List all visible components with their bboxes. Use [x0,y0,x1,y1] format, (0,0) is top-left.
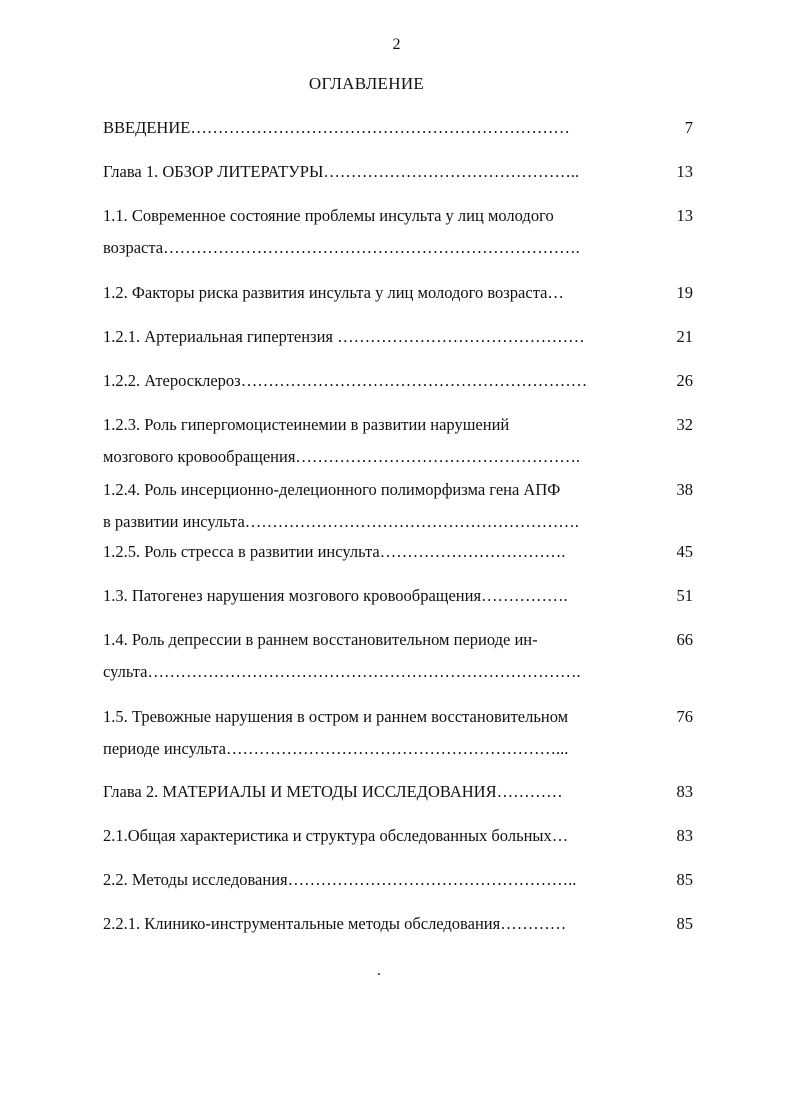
toc-entry [103,321,693,353]
toc-entry [103,908,693,940]
toc-entry-text: 2.2.1. Клинико-инструментальные методы обследования………… [103,914,567,933]
toc-page-number: 45 [676,542,693,561]
toc-page-number: 13 [676,162,693,181]
toc-entry [103,474,693,538]
toc-entry-text: 1.3. Патогенез нарушения мозгового кровообращения……………. [103,586,568,605]
toc-entry [103,365,693,397]
toc-page-number: 51 [676,586,693,605]
toc-entry-text: Глава 2. МАТЕРИАЛЫ И МЕТОДЫ ИССЛЕДОВАНИЯ………… [103,782,563,801]
toc-entry [103,701,693,765]
toc-entry [103,864,693,896]
toc-entry-text: 1.2.5. Роль стресса в развитии инсульта……………………………. [103,542,566,561]
toc-entry-text: в развитии инсульта……………………………………………………. [103,512,579,531]
toc-page-number: 21 [676,327,693,346]
toc-entry [103,820,693,852]
toc-entry [103,156,693,188]
toc-page-number: 83 [676,826,693,845]
toc-entry [103,409,693,473]
toc-entry [103,112,693,144]
toc-entry-text: 1.1. Современное состояние проблемы инсульта у лиц молодого [103,206,554,225]
toc-entry-text: 1.4. Роль депрессии в раннем восстановительном периоде ин- [103,630,538,649]
page-title: ОГЛАВЛЕНИЕ [308,74,425,93]
toc-entry-text: 1.2.2. Атеросклероз……………………………………………………… [103,371,588,390]
toc-entry [103,624,693,688]
toc-entry [103,536,693,568]
toc-page-number: 85 [676,914,693,933]
toc-entry-text: сульта……………………………………………………………………. [103,662,581,681]
toc-entry-text: 1.2.4. Роль инсерционно-делеционного полиморфизма гена АПФ [103,480,561,499]
toc-entry [103,776,693,808]
toc-entry [103,277,693,309]
toc-entry-text: 1.5. Тревожные нарушения в остром и раннем восстановительном [103,707,569,726]
toc-entry-text: мозгового кровообращения……………………………………………. [103,447,581,466]
toc-entry [103,580,693,612]
toc-page-number: 76 [676,707,693,726]
toc-entry-text: периоде инсульта……………………………………………………... [103,739,569,758]
toc-page-number: 32 [676,415,693,434]
toc-page-number: 85 [676,870,693,889]
toc-entry-text: 1.2. Факторы риска развития инсульта у лиц молодого возраста… [103,283,564,302]
toc-page-number: 7 [684,118,693,137]
toc-entry-text: Глава 1. ОБЗОР ЛИТЕРАТУРЫ……………………………………….. [103,162,580,181]
footer-mark: . [377,962,381,979]
toc-entry-text: 2.1.Общая характеристика и структура обследованных больных… [103,826,569,845]
toc-entry-text: ВВЕДЕНИЕ…………………………………………………………… [103,118,570,137]
toc-entry [103,200,693,264]
toc-page-number: 38 [676,480,693,499]
toc-entry-text: возраста…………………………………………………………………. [103,238,580,257]
toc-entry-text: 1.2.1. Артериальная гипертензия ……………………………………… [103,327,585,346]
toc-page-number: 66 [676,630,693,649]
toc-page-number: 19 [676,283,693,302]
toc-entry-text: 1.2.3. Роль гипергомоцистеинемии в развитии нарушений [103,415,510,434]
page-number: 2 [392,36,401,53]
toc-page-number: 83 [676,782,693,801]
toc-page-number: 13 [676,206,693,225]
toc-entry-text: 2.2. Методы исследования…………………………………………….. [103,870,577,889]
toc-page-number: 26 [676,371,693,390]
